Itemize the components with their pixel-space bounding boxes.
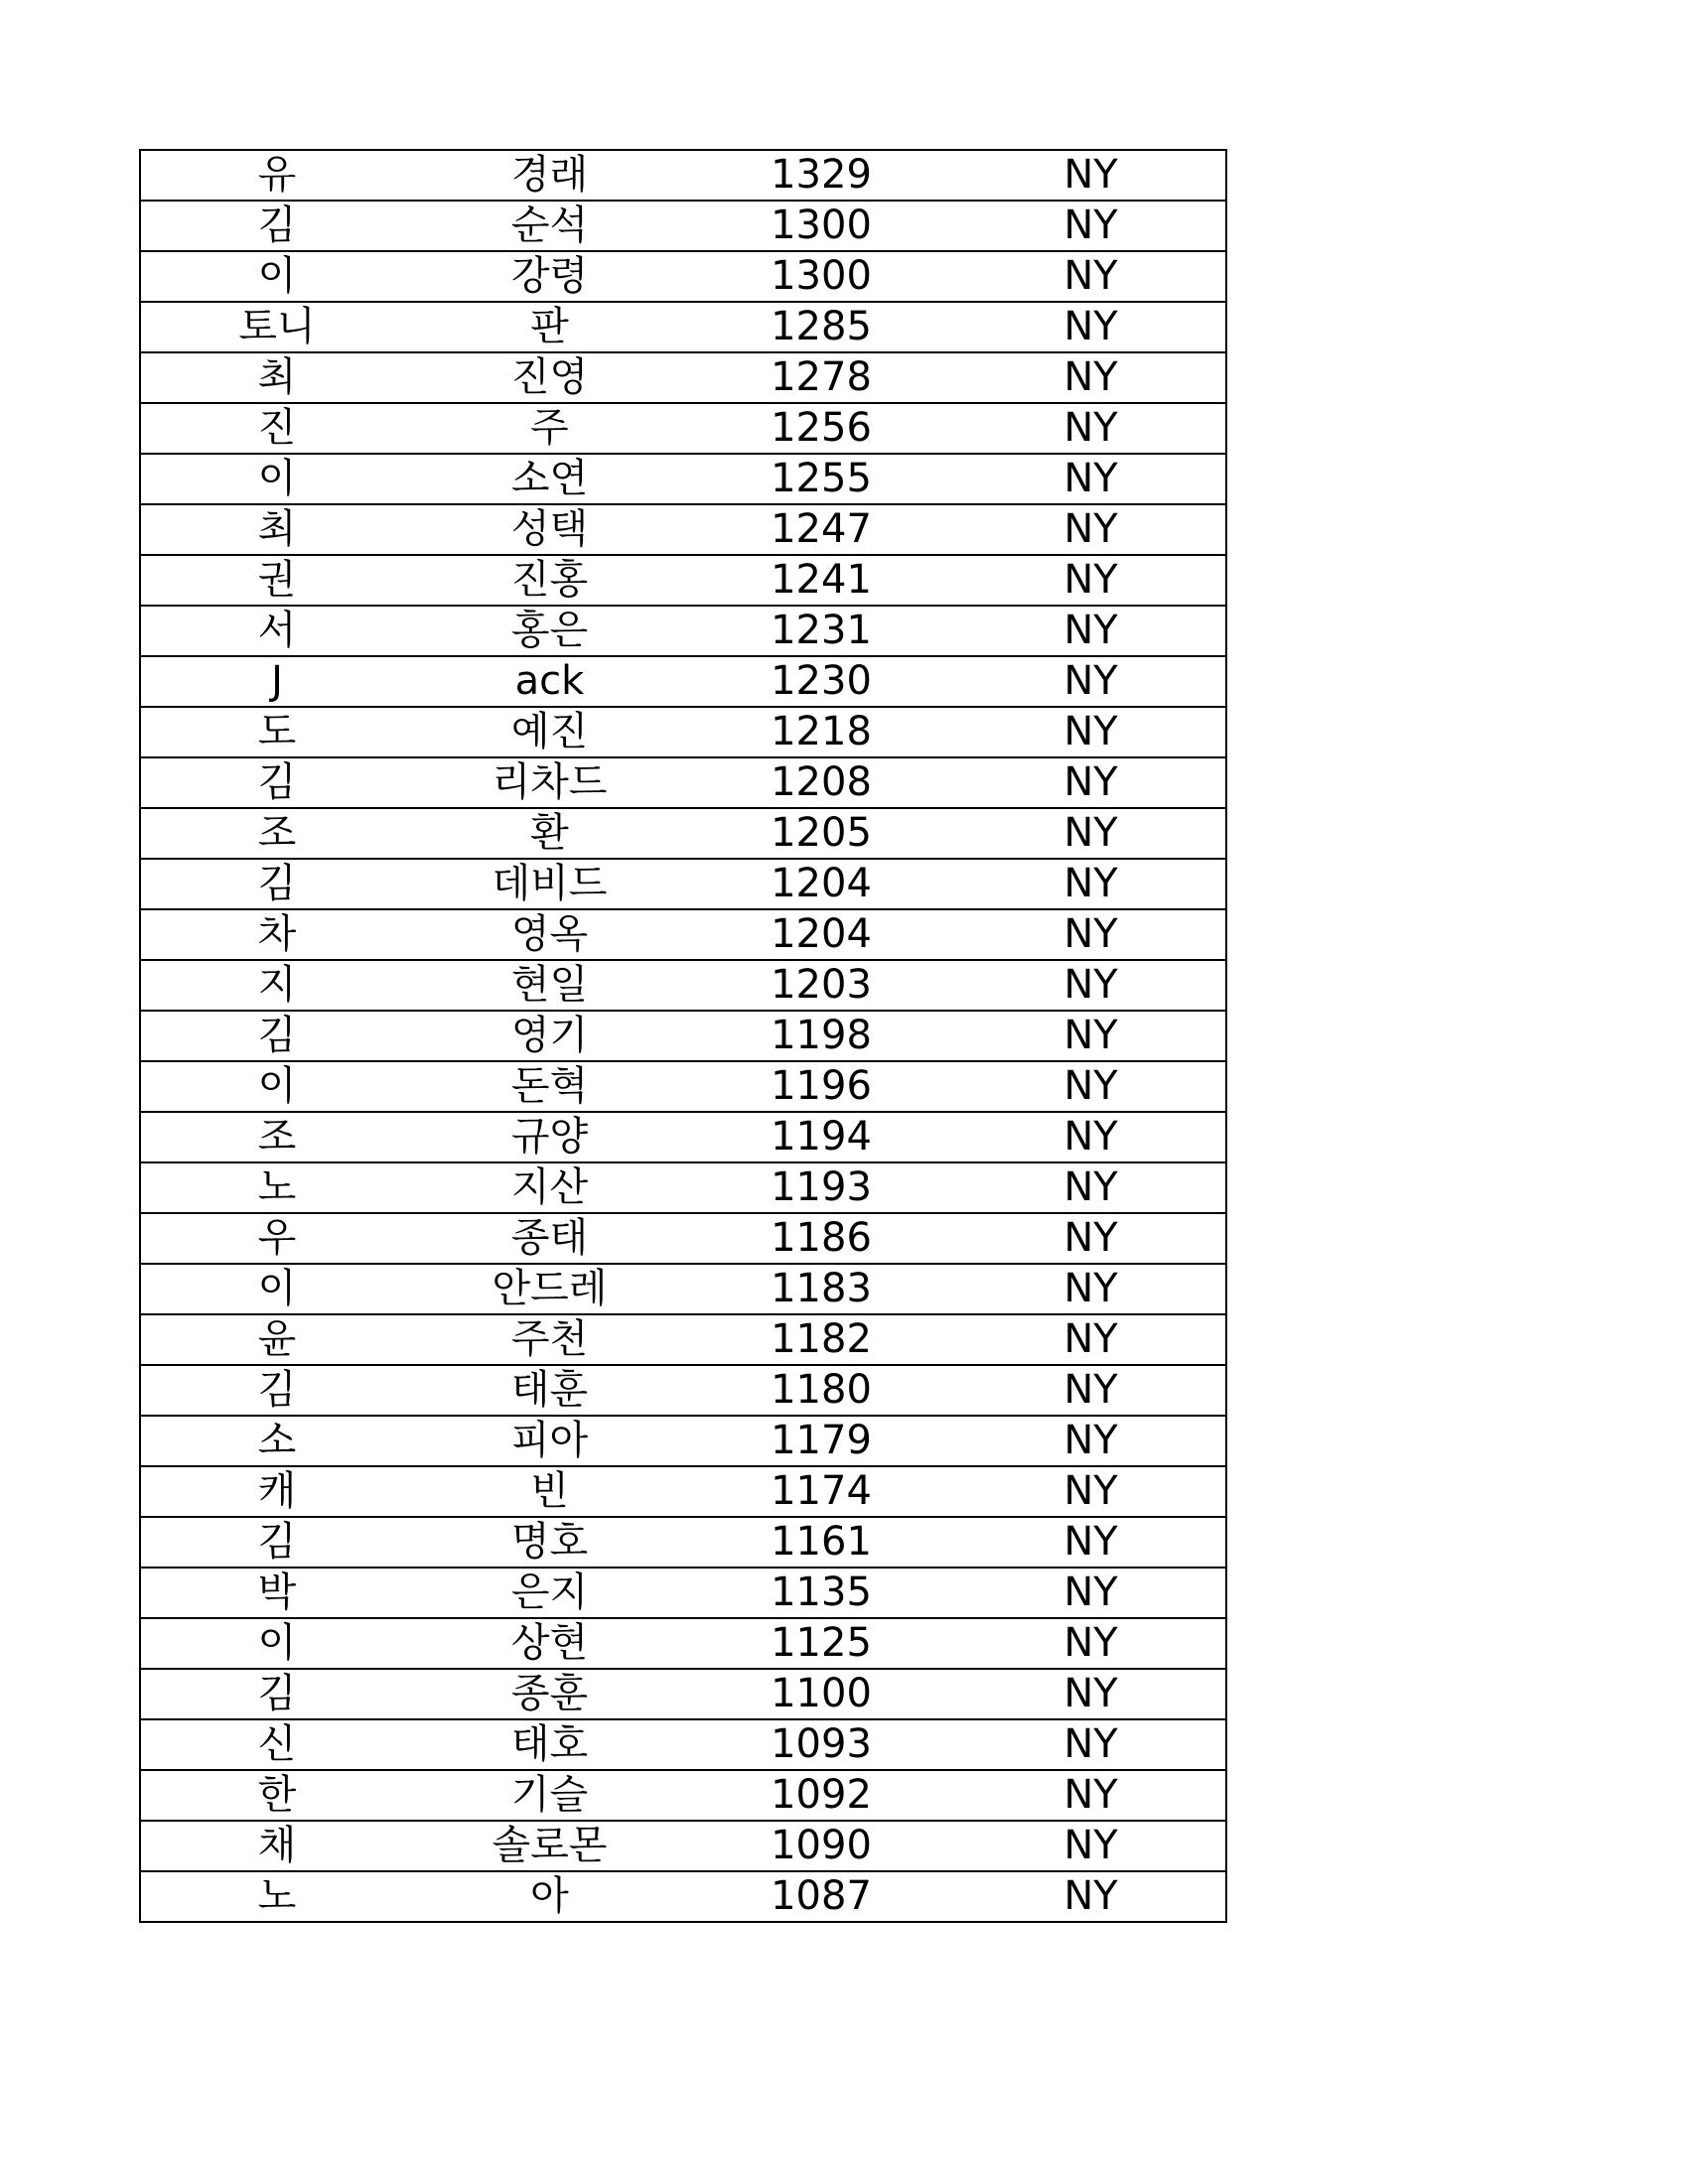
region-cell: NY <box>956 1365 1226 1416</box>
first-name-cell: 피아 <box>413 1416 686 1466</box>
last-name-cell: 이 <box>140 454 413 504</box>
first-name-cell: 리차드 <box>413 757 686 808</box>
table-row <box>140 454 1226 504</box>
score-cell: 1285 <box>686 302 956 352</box>
region-cell: NY <box>956 403 1226 454</box>
score-cell: 1174 <box>686 1466 956 1517</box>
first-name-cell: 진홍 <box>413 555 686 606</box>
table-row <box>140 150 1226 201</box>
region-cell: NY <box>956 352 1226 403</box>
score-cell: 1329 <box>686 150 956 201</box>
first-name-cell: 종태 <box>413 1213 686 1264</box>
table-row <box>140 1821 1226 1871</box>
last-name-cell: 김 <box>140 201 413 251</box>
first-name-cell: 돈혁 <box>413 1061 686 1112</box>
region-cell: NY <box>956 960 1226 1011</box>
score-cell: 1193 <box>686 1162 956 1213</box>
table-row <box>140 707 1226 757</box>
region-cell: NY <box>956 1871 1226 1922</box>
first-name-cell: 경래 <box>413 150 686 201</box>
region-cell: NY <box>956 808 1226 859</box>
region-cell: NY <box>956 504 1226 555</box>
region-cell: NY <box>956 1770 1226 1821</box>
region-cell: NY <box>956 1061 1226 1112</box>
table-row <box>140 1568 1226 1618</box>
last-name-cell: 이 <box>140 1264 413 1314</box>
table-row <box>140 1061 1226 1112</box>
first-name-cell: 예진 <box>413 707 686 757</box>
score-cell: 1182 <box>686 1314 956 1365</box>
last-name-cell: 김 <box>140 757 413 808</box>
first-name-cell: 지산 <box>413 1162 686 1213</box>
region-cell: NY <box>956 606 1226 656</box>
last-name-cell: 우 <box>140 1213 413 1264</box>
first-name-cell: 주 <box>413 403 686 454</box>
score-cell: 1204 <box>686 909 956 960</box>
table-row <box>140 1365 1226 1416</box>
first-name-cell: 영기 <box>413 1011 686 1061</box>
first-name-cell: 빈 <box>413 1466 686 1517</box>
last-name-cell: 조 <box>140 808 413 859</box>
first-name-cell: ack <box>413 656 686 707</box>
score-cell: 1205 <box>686 808 956 859</box>
last-name-cell: 최 <box>140 352 413 403</box>
first-name-cell: 솔로몬 <box>413 1821 686 1871</box>
first-name-cell: 기슬 <box>413 1770 686 1821</box>
table-row <box>140 1871 1226 1922</box>
first-name-cell: 판 <box>413 302 686 352</box>
score-cell: 1247 <box>686 504 956 555</box>
table-row <box>140 1416 1226 1466</box>
score-cell: 1231 <box>686 606 956 656</box>
table-row <box>140 1162 1226 1213</box>
region-cell: NY <box>956 1162 1226 1213</box>
region-cell: NY <box>956 302 1226 352</box>
last-name-cell: 채 <box>140 1821 413 1871</box>
first-name-cell: 소연 <box>413 454 686 504</box>
region-cell: NY <box>956 1213 1226 1264</box>
last-name-cell: 진 <box>140 403 413 454</box>
last-name-cell: 노 <box>140 1871 413 1922</box>
region-cell: NY <box>956 1669 1226 1719</box>
score-cell: 1203 <box>686 960 956 1011</box>
score-cell: 1135 <box>686 1568 956 1618</box>
score-cell: 1256 <box>686 403 956 454</box>
table-row <box>140 1112 1226 1162</box>
region-cell: NY <box>956 1011 1226 1061</box>
table-row <box>140 909 1226 960</box>
table-row <box>140 1264 1226 1314</box>
region-cell: NY <box>956 1314 1226 1365</box>
table-row <box>140 606 1226 656</box>
first-name-cell: 명호 <box>413 1517 686 1568</box>
last-name-cell: 신 <box>140 1719 413 1770</box>
table-row <box>140 757 1226 808</box>
last-name-cell: 이 <box>140 1061 413 1112</box>
score-cell: 1208 <box>686 757 956 808</box>
table-row <box>140 1618 1226 1669</box>
region-cell: NY <box>956 1416 1226 1466</box>
last-name-cell: 김 <box>140 1365 413 1416</box>
last-name-cell: 최 <box>140 504 413 555</box>
last-name-cell: 유 <box>140 150 413 201</box>
first-name-cell: 규양 <box>413 1112 686 1162</box>
table-row <box>140 1314 1226 1365</box>
table-row <box>140 859 1226 909</box>
region-cell: NY <box>956 1517 1226 1568</box>
first-name-cell: 안드레 <box>413 1264 686 1314</box>
first-name-cell: 태훈 <box>413 1365 686 1416</box>
table-row <box>140 1719 1226 1770</box>
score-cell: 1300 <box>686 201 956 251</box>
score-cell: 1100 <box>686 1669 956 1719</box>
region-cell: NY <box>956 1821 1226 1871</box>
last-name-cell: 조 <box>140 1112 413 1162</box>
score-cell: 1179 <box>686 1416 956 1466</box>
region-cell: NY <box>956 1568 1226 1618</box>
region-cell: NY <box>956 555 1226 606</box>
table-row <box>140 555 1226 606</box>
score-cell: 1090 <box>686 1821 956 1871</box>
last-name-cell: 김 <box>140 1011 413 1061</box>
region-cell: NY <box>956 1618 1226 1669</box>
score-cell: 1230 <box>686 656 956 707</box>
last-name-cell: 김 <box>140 859 413 909</box>
last-name-cell: 차 <box>140 909 413 960</box>
last-name-cell: 윤 <box>140 1314 413 1365</box>
first-name-cell: 현일 <box>413 960 686 1011</box>
first-name-cell: 태호 <box>413 1719 686 1770</box>
first-name-cell: 상현 <box>413 1618 686 1669</box>
table-row <box>140 656 1226 707</box>
score-cell: 1125 <box>686 1618 956 1669</box>
region-cell: NY <box>956 150 1226 201</box>
table-row <box>140 302 1226 352</box>
table-row <box>140 504 1226 555</box>
table-row <box>140 1517 1226 1568</box>
table-row <box>140 1011 1226 1061</box>
last-name-cell: 서 <box>140 606 413 656</box>
table-row <box>140 251 1226 302</box>
score-cell: 1194 <box>686 1112 956 1162</box>
table-row <box>140 1466 1226 1517</box>
first-name-cell: 주천 <box>413 1314 686 1365</box>
last-name-cell: J <box>140 656 413 707</box>
first-name-cell: 진영 <box>413 352 686 403</box>
last-name-cell: 노 <box>140 1162 413 1213</box>
first-name-cell: 영옥 <box>413 909 686 960</box>
region-cell: NY <box>956 201 1226 251</box>
table-row <box>140 403 1226 454</box>
score-cell: 1278 <box>686 352 956 403</box>
region-cell: NY <box>956 251 1226 302</box>
last-name-cell: 이 <box>140 1618 413 1669</box>
first-name-cell: 은지 <box>413 1568 686 1618</box>
region-cell: NY <box>956 454 1226 504</box>
score-cell: 1255 <box>686 454 956 504</box>
score-cell: 1186 <box>686 1213 956 1264</box>
table-row <box>140 1669 1226 1719</box>
score-cell: 1092 <box>686 1770 956 1821</box>
last-name-cell: 캐 <box>140 1466 413 1517</box>
roster-table-body <box>140 150 1226 1922</box>
last-name-cell: 권 <box>140 555 413 606</box>
first-name-cell: 데비드 <box>413 859 686 909</box>
score-cell: 1204 <box>686 859 956 909</box>
last-name-cell: 이 <box>140 251 413 302</box>
table-row <box>140 352 1226 403</box>
region-cell: NY <box>956 656 1226 707</box>
score-cell: 1218 <box>686 707 956 757</box>
score-cell: 1196 <box>686 1061 956 1112</box>
last-name-cell: 지 <box>140 960 413 1011</box>
region-cell: NY <box>956 909 1226 960</box>
last-name-cell: 박 <box>140 1568 413 1618</box>
last-name-cell: 한 <box>140 1770 413 1821</box>
region-cell: NY <box>956 1264 1226 1314</box>
score-cell: 1161 <box>686 1517 956 1568</box>
first-name-cell: 아 <box>413 1871 686 1922</box>
region-cell: NY <box>956 1112 1226 1162</box>
region-cell: NY <box>956 1466 1226 1517</box>
last-name-cell: 도 <box>140 707 413 757</box>
first-name-cell: 종훈 <box>413 1669 686 1719</box>
table-row <box>140 960 1226 1011</box>
first-name-cell: 강령 <box>413 251 686 302</box>
region-cell: NY <box>956 757 1226 808</box>
last-name-cell: 김 <box>140 1517 413 1568</box>
last-name-cell: 토니 <box>140 302 413 352</box>
score-cell: 1198 <box>686 1011 956 1061</box>
region-cell: NY <box>956 1719 1226 1770</box>
score-cell: 1241 <box>686 555 956 606</box>
first-name-cell: 순석 <box>413 201 686 251</box>
score-cell: 1180 <box>686 1365 956 1416</box>
first-name-cell: 홍은 <box>413 606 686 656</box>
first-name-cell: 환 <box>413 808 686 859</box>
score-cell: 1093 <box>686 1719 956 1770</box>
roster-table <box>139 149 1227 1923</box>
last-name-cell: 소 <box>140 1416 413 1466</box>
region-cell: NY <box>956 859 1226 909</box>
table-row <box>140 1770 1226 1821</box>
last-name-cell: 김 <box>140 1669 413 1719</box>
region-cell: NY <box>956 707 1226 757</box>
score-cell: 1087 <box>686 1871 956 1922</box>
first-name-cell: 성택 <box>413 504 686 555</box>
table-row <box>140 1213 1226 1264</box>
table-row <box>140 808 1226 859</box>
table-row <box>140 201 1226 251</box>
score-cell: 1300 <box>686 251 956 302</box>
score-cell: 1183 <box>686 1264 956 1314</box>
